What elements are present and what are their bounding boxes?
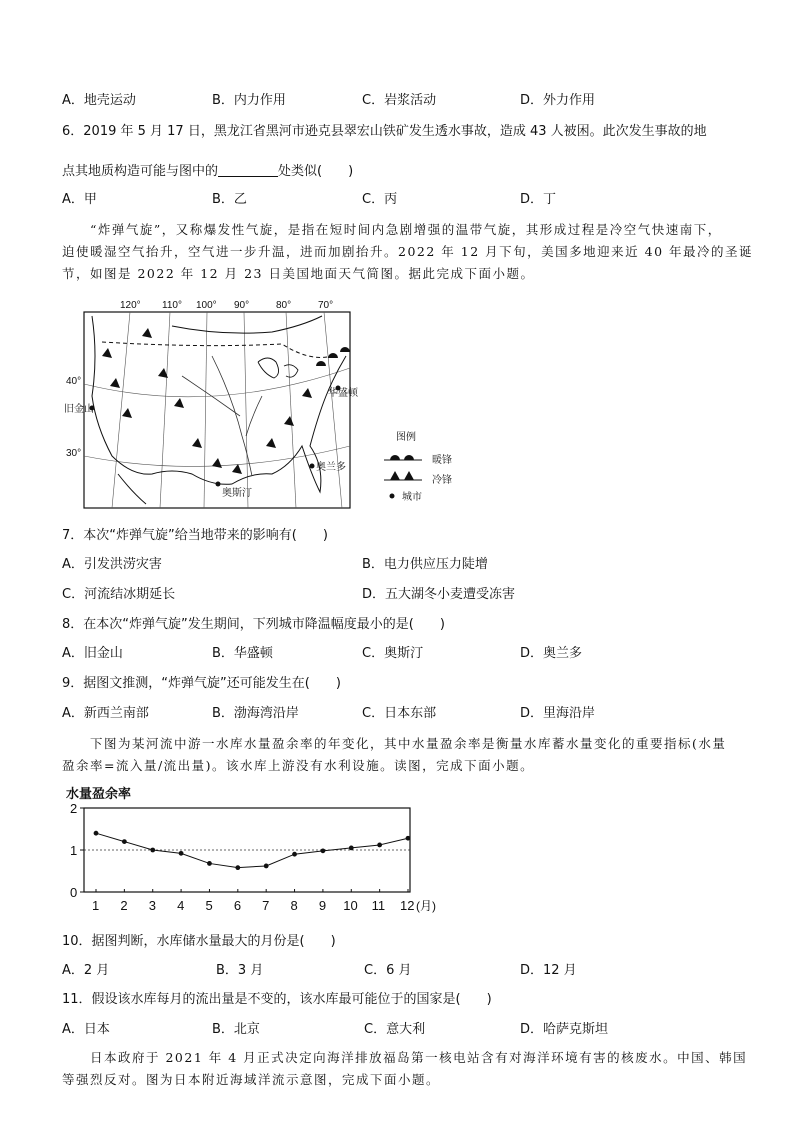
passage2-line2: 盈余率=流入量/流出量)。该水库上游没有水利设施。读图，完成下面小题。 — [62, 758, 535, 773]
q11-option-c: C．意大利 — [364, 1022, 426, 1037]
x-tick-label: 2 — [120, 898, 128, 913]
legend-title: 图例 — [396, 432, 416, 443]
map-frame — [84, 312, 350, 508]
q5-option-c: C．岩浆活动 — [362, 93, 437, 108]
x-tick-label: 5 — [205, 898, 213, 913]
q11-stem: 11．假设该水库每月的流出量是不变的，该水库最可能位于的国家是( ) — [62, 992, 492, 1007]
city-dot — [216, 482, 221, 487]
q9-option-b: B．渤海湾沿岸 — [212, 706, 299, 721]
data-point — [321, 848, 326, 853]
q6-stem-pre: 点其地质构造可能与图中的 — [62, 164, 219, 179]
y-tick-label: 0 — [70, 885, 78, 900]
lon-label: 100° — [196, 300, 217, 311]
x-tick-label: 12 — [400, 898, 415, 913]
q5-option-d: D．外力作用 — [520, 93, 596, 108]
q9-option-d: D．里海沿岸 — [520, 706, 596, 721]
q9-stem: 9．据图文推测，“炸弹气旋”还可能发生在( ) — [62, 676, 341, 691]
q6-stem-line2 — [62, 160, 353, 179]
data-point — [94, 831, 99, 836]
data-point — [406, 836, 411, 841]
data-point — [377, 843, 382, 848]
q5-option-b: B．内力作用 — [212, 93, 286, 108]
q9-option-c: C．日本东部 — [362, 706, 437, 721]
lon-label: 90° — [234, 300, 250, 311]
q6-stem-post: 处类似( ) — [278, 164, 354, 179]
passage2-line1: 下图为某河流中游一水库水量盈余率的年变化，其中水量盈余率是衡量水库蓄水量变化的重要指标(水量 — [90, 736, 727, 751]
q8-option-b: B．华盛顿 — [212, 646, 273, 661]
q11-option-b: B．北京 — [212, 1022, 260, 1037]
q7-stem: 7．本次“炸弹气旋”给当地带来的影响有( ) — [62, 528, 328, 543]
q6-option-b: B．乙 — [212, 192, 247, 207]
lon-label: 80° — [276, 300, 292, 311]
x-axis-unit: (月) — [416, 899, 436, 913]
passage1-line1: “炸弹气旋”，又称爆发性气旋，是指在短时间内急剧增强的温带气旋，其形成过程是冷空气快速南下， — [90, 222, 722, 237]
data-point — [349, 846, 354, 851]
answer-blank — [218, 164, 278, 177]
legend-cold-front: 冷锋 — [432, 475, 452, 486]
q7-option-d: D．五大湖冬小麦遭受冻害 — [362, 587, 516, 602]
cold-front-icon — [390, 471, 400, 480]
y-tick-label: 1 — [70, 843, 78, 858]
city-label-washington: 华盛顿 — [328, 388, 358, 399]
city-label-austin: 奥斯汀 — [222, 488, 252, 499]
passage3-line1: 日本政府于 2021 年 4 月正式决定向海洋排放福岛第一核电站含有对海洋环境有害的核废水。中国、韩国 — [90, 1050, 748, 1065]
q6-stem-line1: 6．2019 年 5 月 17 日，黑龙江省黑河市逊克县翠宏山铁矿发生透水事故，造成 43 人被困。此次发生事故的地 — [62, 124, 707, 139]
warm-front — [316, 347, 350, 366]
lon-label: 110° — [162, 300, 182, 311]
x-tick-label: 4 — [177, 898, 185, 913]
q7-option-a: A．引发洪涝灾害 — [62, 557, 162, 572]
cold-front — [102, 328, 312, 474]
data-point — [179, 851, 184, 856]
data-point — [122, 839, 127, 844]
city-dot — [310, 464, 315, 469]
x-tick-label: 11 — [371, 898, 386, 913]
coastline — [92, 316, 346, 504]
q9-option-a: A．新西兰南部 — [62, 706, 149, 721]
lat-label: 30° — [66, 448, 82, 459]
x-tick-label: 10 — [343, 898, 358, 913]
data-point — [264, 864, 269, 869]
water-surplus-chart — [62, 784, 436, 916]
lon-label: 70° — [318, 300, 334, 311]
lon-label: 120° — [120, 300, 141, 311]
data-point — [150, 848, 155, 853]
q10-option-a: A．2 月 — [62, 963, 110, 978]
data-point — [235, 865, 240, 870]
chart-title: 水量盈余率 — [66, 786, 132, 801]
legend-city: 城市 — [402, 492, 422, 503]
q6-option-d: D．丁 — [520, 192, 557, 207]
series-line — [96, 833, 408, 867]
x-tick-label: 7 — [262, 898, 270, 913]
q6-option-c: C．丙 — [362, 192, 398, 207]
cold-front-icon — [404, 471, 414, 480]
q8-option-c: C．奥斯汀 — [362, 646, 424, 661]
q11-option-d: D．哈萨克斯坦 — [520, 1022, 609, 1037]
q10-stem: 10．据图判断，水库储水量最大的月份是( ) — [62, 934, 336, 949]
rivers — [182, 356, 262, 476]
q8-stem: 8．在本次“炸弹气旋”发生期间，下列城市降温幅度最小的是( ) — [62, 617, 445, 632]
q10-option-c: C．6 月 — [364, 963, 412, 978]
passage1-line3: 节，如图是 2022 年 12 月 23 日美国地面天气简图。据此完成下面小题。 — [62, 266, 535, 281]
city-label-san-francisco: 旧金山 — [64, 404, 94, 415]
q6-option-a: A．甲 — [62, 192, 97, 207]
passage3-line2: 等强烈反对。图为日本附近海域洋流示意图，完成下面小题。 — [62, 1072, 441, 1087]
q8-option-d: D．奥兰多 — [520, 646, 583, 661]
graticule — [84, 312, 350, 508]
data-point — [292, 852, 297, 857]
passage1-line2: 迫使暖湿空气抬升，空气进一步升温，进而加剧抬升。2022 年 12 月下旬，美国多地迎来近 40 年最冷的圣诞 — [62, 244, 753, 259]
city-label-orlando: 奥兰多 — [316, 462, 346, 473]
q7-option-b: B．电力供应压力陡增 — [362, 557, 488, 572]
x-tick-label: 3 — [148, 898, 156, 913]
border-line — [102, 342, 332, 358]
x-tick-label: 9 — [318, 898, 327, 913]
q7-option-c: C．河流结冰期延长 — [62, 587, 176, 602]
great-lakes — [258, 358, 298, 378]
data-point — [207, 861, 212, 866]
warm-front-icon — [390, 455, 400, 460]
lat-label: 40° — [66, 376, 82, 387]
y-tick-label: 2 — [70, 801, 78, 816]
weather-map — [62, 296, 382, 510]
warm-front-icon — [404, 455, 414, 460]
q8-option-a: A．旧金山 — [62, 646, 123, 661]
map-legend — [382, 428, 462, 508]
x-tick-label: 1 — [92, 898, 100, 913]
x-tick-label: 6 — [233, 898, 242, 913]
q5-option-a: A．地壳运动 — [62, 93, 136, 108]
q10-option-d: D．12 月 — [520, 963, 577, 978]
legend-warm-front: 暖锋 — [432, 455, 452, 466]
q11-option-a: A．日本 — [62, 1022, 110, 1037]
q10-option-b: B．3 月 — [216, 963, 264, 978]
city-dot-icon — [390, 494, 395, 499]
x-tick-label: 8 — [290, 898, 298, 913]
